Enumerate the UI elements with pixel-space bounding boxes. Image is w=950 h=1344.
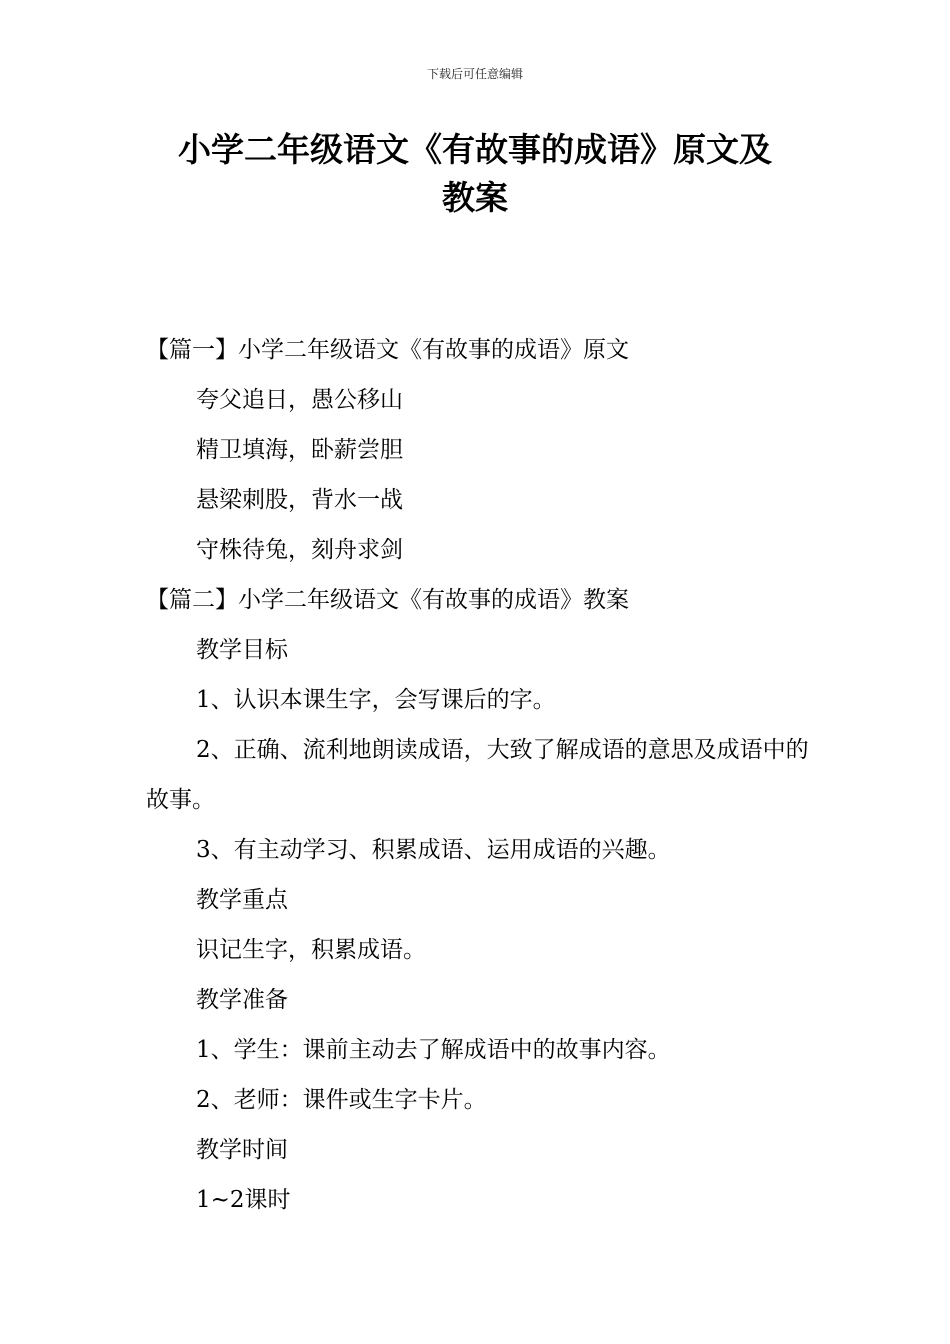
- document-title: [130, 126, 820, 222]
- document-body: [146, 325, 826, 1225]
- prep-heading: 教学准备: [196, 987, 288, 1013]
- time-heading: 教学时间: [196, 1137, 288, 1163]
- prep-item-1: 1、学生：课前主动去了解成语中的故事内容。: [196, 1037, 671, 1063]
- goal-item-2: 2、正确、流利地朗读成语，大致了解成语的意思及成语中的故事。: [146, 737, 809, 813]
- section-heading-1: 【篇一】小学二年级语文《有故事的成语》原文: [146, 337, 629, 363]
- prep-item-2: 2、老师：课件或生字卡片。: [196, 1087, 487, 1113]
- section-heading-2: 【篇二】小学二年级语文《有故事的成语》教案: [146, 587, 629, 613]
- poem-line-2: 精卫填海，卧薪尝胆: [196, 437, 403, 463]
- goal-item-3: 3、有主动学习、积累成语、运用成语的兴趣。: [196, 837, 671, 863]
- title-line-2: 教案: [442, 178, 508, 217]
- goal-item-1: 1、认识本课生字，会写课后的字。: [196, 687, 556, 713]
- poem-line-1: 夸父追日，愚公移山: [196, 387, 403, 413]
- poem-line-4: 守株待兔，刻舟求剑: [196, 537, 403, 563]
- title-line-1: 小学二年级语文《有故事的成语》原文及: [178, 130, 772, 169]
- focus-text: 识记生字，积累成语。: [196, 937, 426, 963]
- goals-heading: 教学目标: [196, 637, 288, 663]
- poem-line-3: 悬梁刺股，背水一战: [196, 487, 403, 513]
- focus-heading: 教学重点: [196, 887, 288, 913]
- header-note: 下载后可任意编辑: [426, 67, 523, 81]
- time-text: 1~2课时: [196, 1187, 291, 1213]
